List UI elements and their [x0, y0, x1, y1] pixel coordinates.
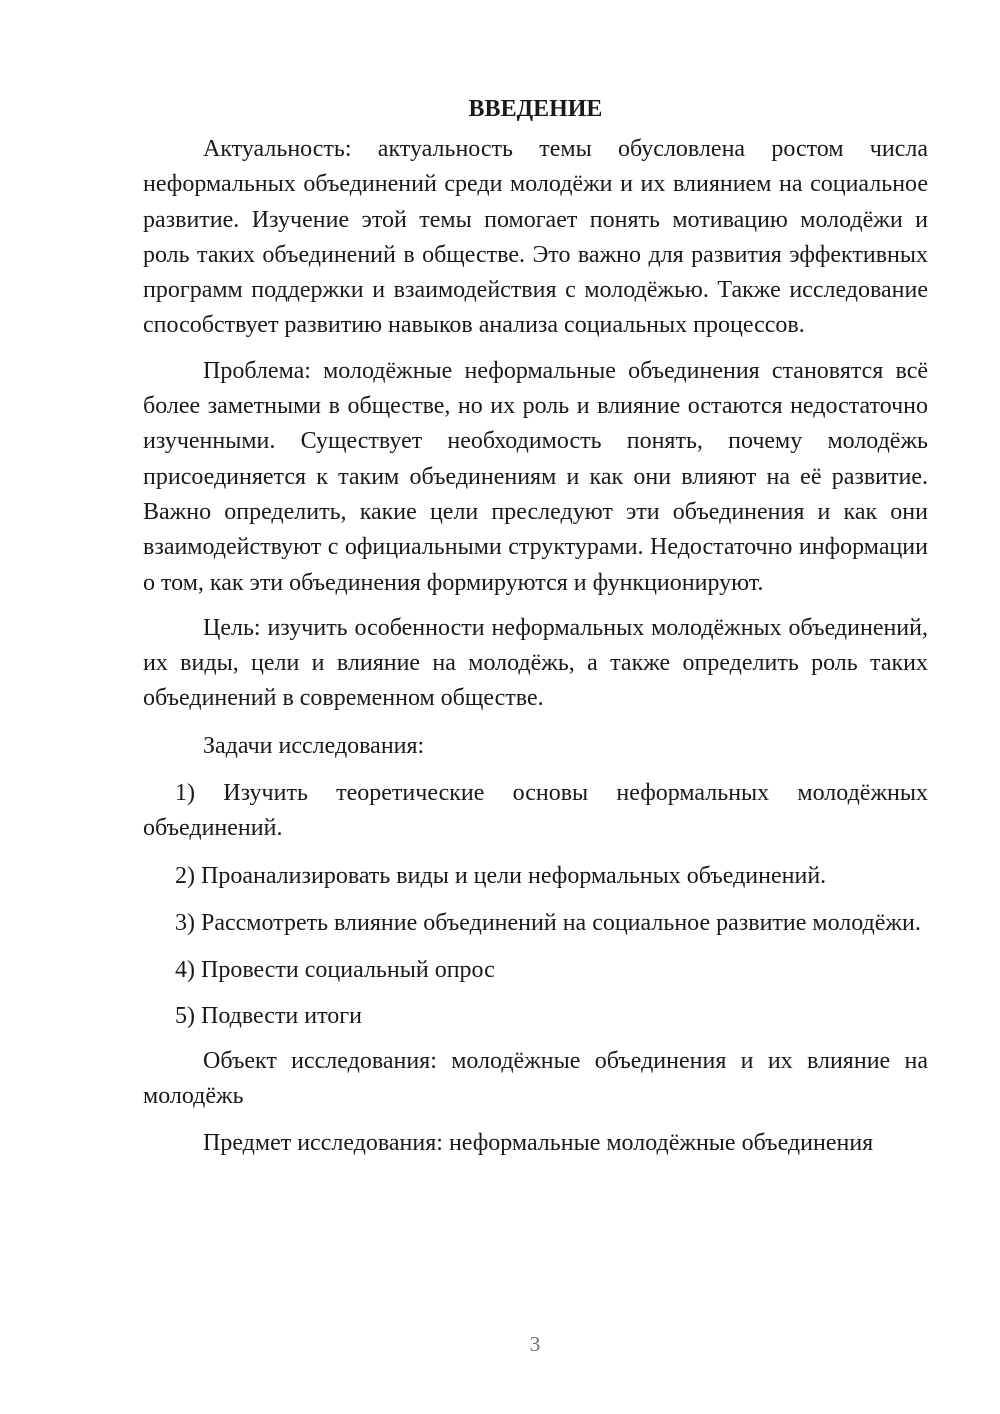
paragraph-goal: Цель: изучить особенности неформальных молодёжных объединений, их виды, цели и влияние на молодёжь, а также определить роль таких объединений в современном обществе. [143, 614, 928, 712]
paragraph-problem: Проблема: молодёжные неформальные объединения становятся всё более заметными в обществе, но их роль и влияние остаются недостаточно изученными. Существует необходимость понять, почему молодёжь присоединяется к таким объединениям и как они влияют на её развитие. Важно определить, какие цели преследуют эти объединения и как они взаимодействуют с официальными структурами. Недостаточно информации о том, как эти объединения формируются и функционируют. [143, 357, 928, 596]
task-item-2: 2) Проанализировать виды и цели неформальных объединений. [175, 862, 827, 889]
task-item-5: 5) Подвести итоги [175, 1002, 362, 1029]
page-content [143, 92, 928, 1162]
task-item-4: 4) Провести социальный опрос [175, 957, 495, 984]
task-item-1: 1) Изучить теоретические основы неформальных молодёжных объединений. [143, 780, 928, 842]
paragraph-subject: Предмет исследования: неформальные молодёжные объединения [203, 1130, 874, 1157]
paragraph-relevance: Актуальность: актуальность темы обусловлена ростом числа неформальных объединений среди молодёжи и их влиянием на социальное развитие. Изучение этой темы помогает понять мотивацию молодёжи и роль таких объединений в обществе. Это важно для развития эффективных программ поддержки и взаимодействия с молодёжью. Также исследование способствует развитию навыков анализа социальных процессов. [143, 136, 928, 339]
paragraph-object: Объект исследования: молодёжные объединения и их влияние на молодёжь [143, 1047, 928, 1110]
page-number: 3 [529, 1332, 541, 1356]
section-heading: ВВЕДЕНИЕ [468, 96, 603, 122]
task-item-3: 3) Рассмотреть влияние объединений на социальное развитие молодёжи. [175, 909, 921, 936]
tasks-heading: Задачи исследования: [203, 732, 425, 759]
